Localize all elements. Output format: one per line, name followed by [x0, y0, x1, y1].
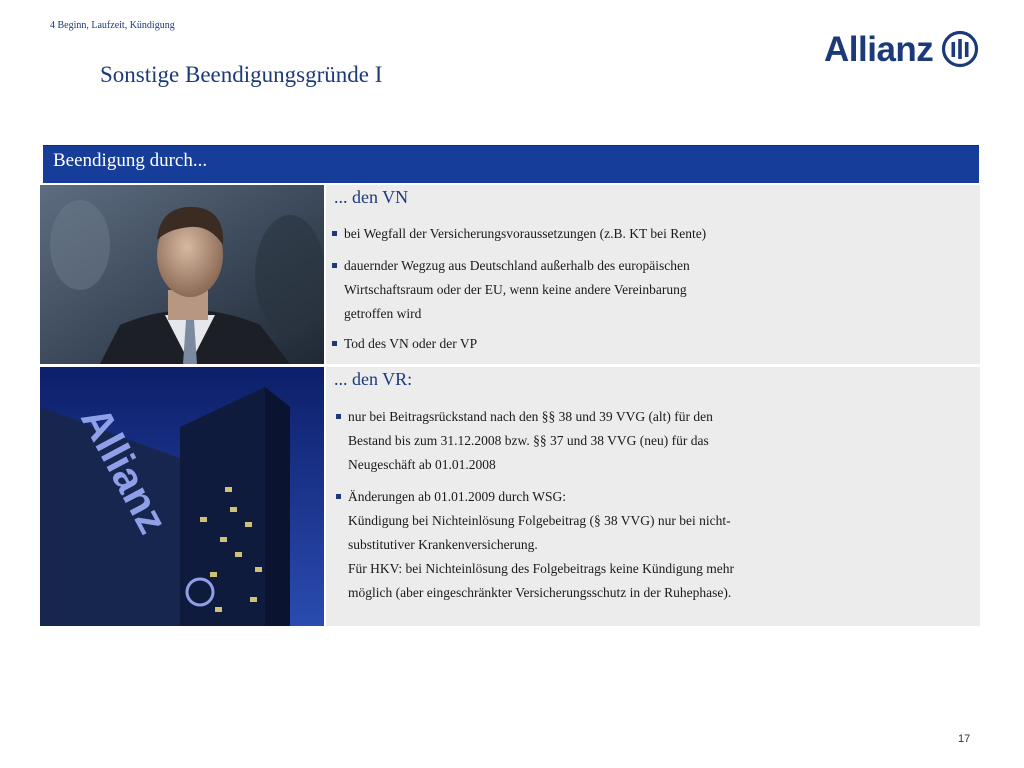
allianz-logo [824, 28, 979, 70]
section-vr [40, 367, 980, 626]
bullet-square-icon [332, 263, 337, 268]
bullet-square-icon [336, 414, 341, 419]
allianz-eagle-icon [941, 30, 979, 68]
bullet-square-icon [336, 494, 341, 499]
vr-panel [326, 367, 980, 626]
page-title: Sonstige Beendigungsgründe I [100, 62, 383, 87]
list-item: dauernder Wegzug aus Deutschland außerhalb des europäischen Wirtschaftsraum oder der EU, wenn keine andere Vereinbarung getroffen wird [344, 254, 690, 326]
list-item: nur bei Beitragsrückstand nach den §§ 38 und 39 VVG (alt) für den Bestand bis zum 31.12.2008 bzw. §§ 37 und 38 VVG (neu) für das Neugeschäft ab 01.01.2008 [348, 405, 713, 477]
businessman-image [40, 185, 324, 364]
page-number: 17 [958, 733, 971, 745]
list-item: Änderungen ab 01.01.2009 durch WSG: Kündigung bei Nichteinlösung Folgebeitrag (§ 38 VVG) nur bei nicht- substitutiver Krankenversicherung. Für HKV: bei Nichteinlösung des Folgebeitrags keine Kündigung mehr möglich (aber eingeschränkter Versicherungsschutz in der Ruhephase). [348, 485, 734, 605]
table-header [43, 145, 979, 183]
logo-wordmark: Allianz [824, 29, 934, 69]
building-sign-text: Allianz [72, 399, 178, 541]
allianz-tower-image [40, 367, 324, 626]
section-title: ... den VN [334, 187, 409, 207]
table-header-label: Beendigung durch... [53, 150, 208, 171]
bullet-square-icon [332, 231, 337, 236]
breadcrumb: 4 Beginn, Laufzeit, Kündigung [50, 20, 175, 31]
section-vn [40, 185, 980, 364]
list-item: bei Wegfall der Versicherungsvoraussetzungen (z.B. KT bei Rente) [344, 222, 706, 246]
list-item: Tod des VN oder der VP [344, 332, 477, 356]
bullet-square-icon [332, 341, 337, 346]
allianz-tower-photo [40, 367, 324, 626]
businessman-photo [40, 185, 324, 364]
vn-panel [326, 185, 980, 364]
section-title: ... den VR: [334, 369, 413, 389]
